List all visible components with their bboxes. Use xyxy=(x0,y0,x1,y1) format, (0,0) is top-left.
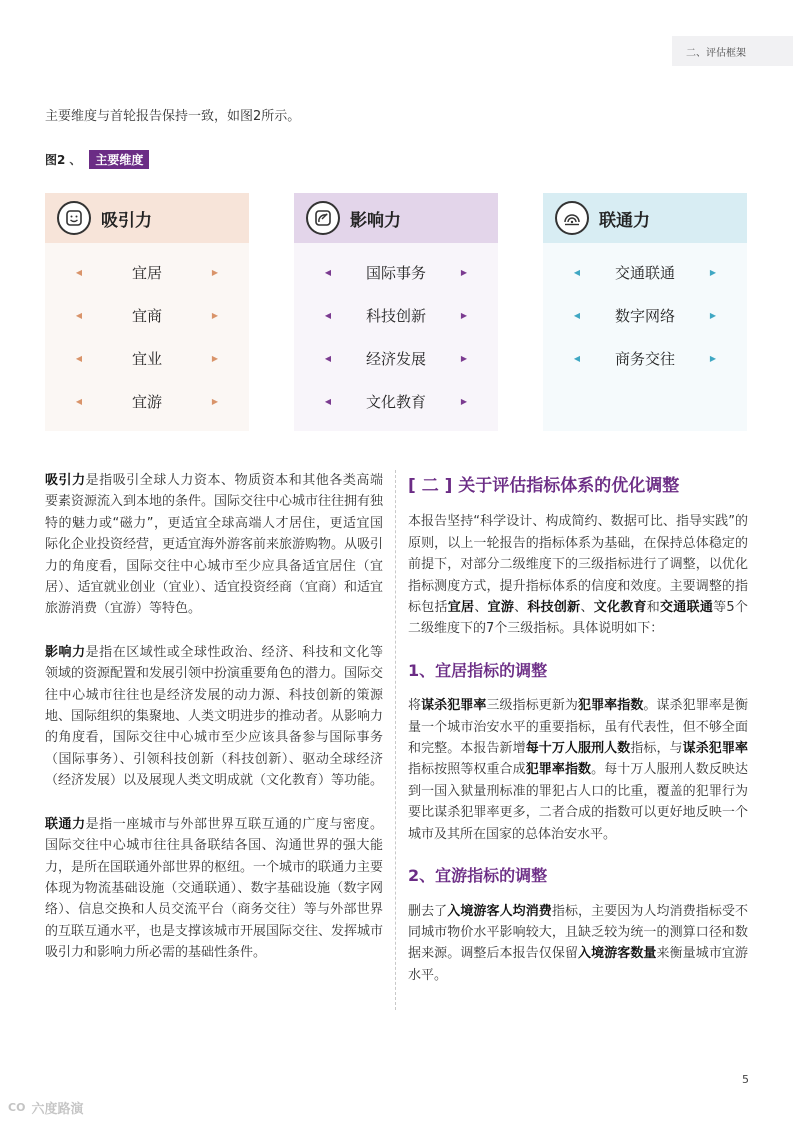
arrow-left-icon: ◀ xyxy=(75,354,83,363)
item-label: 经济发展 xyxy=(365,350,426,368)
figure-separator: 、 xyxy=(69,153,82,167)
paragraph-text: 等5个二级维度下的7个三级指标。具体说明如下： xyxy=(408,600,748,637)
card-body xyxy=(543,243,747,431)
item-label: 数字网络 xyxy=(614,307,675,325)
list-item xyxy=(543,294,747,337)
card-title: 联通力 xyxy=(599,210,650,231)
term-bold: 影响力 xyxy=(45,644,86,660)
list-item xyxy=(45,251,249,294)
card-header xyxy=(543,193,747,243)
card-title: 吸引力 xyxy=(101,210,152,231)
arrow-left-icon: ◀ xyxy=(75,311,83,320)
paragraph-text: 指标，主要因为人均消费指标受不同城市物价水平影响较大，且缺乏较为统一的测算口径和数据来源。调整后本报告仅保留 xyxy=(408,903,748,962)
card-title: 影响力 xyxy=(350,210,401,231)
paragraph-text: 、 xyxy=(580,600,594,616)
paragraph-text: 本报告坚持“科学设计、构成简约、数据可比、指导实践”的原则，以上一轮报告的指标体系为基础，在保持总体稳定的前提下，对部分二级维度下的三级指标进行了调整，以优化指标测度方式，提升指标体系的信度和效度。主要调整的指标包括 xyxy=(408,514,748,616)
arrow-left-icon: ◀ xyxy=(324,268,332,277)
paragraph-text: 三级指标更新为 xyxy=(486,698,579,714)
term-bold: 入境游客数量 xyxy=(578,946,657,962)
column-divider xyxy=(395,470,396,1010)
paragraph-text: 指标按照等权重合成 xyxy=(408,762,526,778)
paragraph-text: 和 xyxy=(646,600,661,616)
section-header-label: 二、评估框架 xyxy=(686,47,746,59)
arrow-left-icon: ◀ xyxy=(573,268,581,277)
item-label: 宜游 xyxy=(131,393,162,411)
item-label: 科技创新 xyxy=(365,307,426,325)
right-column xyxy=(408,476,748,986)
arrow-left-icon: ◀ xyxy=(75,268,83,277)
paragraph-text: 是指在区域性或全球性政治、经济、科技和文化等领域的资源配置和发展引领中扮演重要角色的潜力。国际交往中心城市往往也是经济发展的动力源、科技创新的策源地、国际组织的集聚地、人类文明进步的推动者。从影响力的角度看，国际交往中心城市至少应该具备参与国际事务（国际事务）、引领科技创新（科技创新）、驱动全球经济（经济发展）以及展现人类文明成就（文化教育）等功能。 xyxy=(45,644,384,789)
list-item xyxy=(294,294,498,337)
list-item xyxy=(45,380,249,423)
paragraph-text: 。谋杀犯罪率是衡量一个城市治安水平的重要指标，虽有代表性，但不够全面和完整。本报告新增 xyxy=(408,698,748,757)
card-body xyxy=(294,243,498,431)
arrow-left-icon: ◀ xyxy=(324,311,332,320)
term-bold: 联通力 xyxy=(45,816,86,832)
paragraph-text: 删去了 xyxy=(408,903,448,919)
arrow-right-icon: ▶ xyxy=(709,268,717,277)
list-item xyxy=(543,337,747,380)
term-bold: 犯罪率指数 xyxy=(525,762,592,778)
face-icon xyxy=(57,201,91,235)
subsection-title-livability: 1、宜居指标的调整 xyxy=(408,660,548,680)
arrow-right-icon: ▶ xyxy=(460,268,468,277)
figure-caption xyxy=(45,150,149,169)
signal-wave-icon xyxy=(555,201,589,235)
term-bold: 交通联通 xyxy=(660,600,714,616)
left-column xyxy=(45,470,383,964)
arrow-left-icon: ◀ xyxy=(573,311,581,320)
arrow-right-icon: ▶ xyxy=(211,268,219,277)
paragraph-text: 来衡量城市宜游水平。 xyxy=(408,946,748,983)
arrow-right-icon: ▶ xyxy=(460,397,468,406)
arrow-right-icon: ▶ xyxy=(460,311,468,320)
list-item xyxy=(45,294,249,337)
intro-text: 主要维度与首轮报告保持一致，如图2所示。 xyxy=(45,109,301,124)
term-bold: 宜游 xyxy=(487,600,515,616)
card-header xyxy=(45,193,249,243)
list-item xyxy=(294,337,498,380)
item-label: 商务交往 xyxy=(614,350,675,368)
arrow-right-icon: ▶ xyxy=(211,397,219,406)
watermark-logo: CO xyxy=(8,1101,26,1114)
paragraph-tourism xyxy=(408,901,748,987)
term-bold: 吸引力 xyxy=(45,473,86,488)
paragraph-text: 将 xyxy=(408,698,422,714)
paragraph-attraction xyxy=(45,470,383,620)
term-bold: 科技创新 xyxy=(527,600,581,616)
subsection-title-tourism: 2、宜游指标的调整 xyxy=(408,866,548,886)
watermark-text: 六度路演 xyxy=(31,1102,84,1117)
term-bold: 宜居 xyxy=(447,600,475,616)
arrow-right-icon: ▶ xyxy=(460,354,468,363)
paragraph-text: 是指吸引全球人力资本、物质资本和其他各类高端要素资源流入到本地的条件。国际交往中心城市往往拥有独特的魅力或“磁力”，更适宜全球高端人才居住，更适宜国际化企业投资经营，更适宜海外游客前来旅游购物。从吸引力的角度看，国际交往中心城市至少应具备适宜居住（宜居）、适宜就业创业（宜业）、适宜投资经商（宜商）和适宜旅游消费（宜游）等特色。 xyxy=(45,473,384,617)
card-header xyxy=(294,193,498,243)
paragraph-text: 指标，与 xyxy=(630,741,683,757)
list-item xyxy=(45,337,249,380)
arrow-left-icon: ◀ xyxy=(75,397,83,406)
arrow-right-icon: ▶ xyxy=(211,354,219,363)
term-bold: 犯罪率指数 xyxy=(578,698,644,714)
page-number: 5 xyxy=(742,1073,749,1086)
card-body xyxy=(45,243,249,431)
paragraph-text: 、 xyxy=(474,600,488,616)
item-label: 交通联通 xyxy=(614,264,675,282)
arrow-left-icon: ◀ xyxy=(324,397,332,406)
term-bold: 每十万人服刑人数 xyxy=(525,741,631,757)
dimension-card-attraction xyxy=(45,193,249,431)
paragraph-text: 、 xyxy=(514,600,528,616)
arrow-right-icon: ▶ xyxy=(709,354,717,363)
figure-number: 图2 xyxy=(45,153,66,167)
list-item xyxy=(543,251,747,294)
dimension-card-connectivity xyxy=(543,193,747,431)
dimension-card-influence xyxy=(294,193,498,431)
paragraph-optimization xyxy=(408,511,748,639)
list-item xyxy=(294,251,498,294)
watermark xyxy=(8,1098,83,1117)
paragraph-connectivity xyxy=(45,814,383,964)
section-title: [ 二 ] 关于评估指标体系的优化调整 xyxy=(408,476,680,496)
list-item xyxy=(294,380,498,423)
arrow-left-icon: ◀ xyxy=(573,354,581,363)
paragraph-text: 是指一座城市与外部世界互联互通的广度与密度。国际交往中心城市往往具备联结各国、沟通世界的强大能力，是所在国联通外部世界的枢纽。一个城市的联通力主要体现为物流基础设施（交通联通）、数字基础设施（数字网络）、信息交换和人员交流平台（商务交往）等与外部世界的互联互通水平，也是支撑该城市开展国际交往、发挥城市吸引力和影响力所必需的基础性条件。 xyxy=(45,816,384,961)
term-bold: 谋杀犯罪率 xyxy=(682,741,748,757)
term-bold: 文化教育 xyxy=(593,600,647,616)
paragraph-livability xyxy=(408,695,748,845)
paragraph-influence xyxy=(45,642,383,792)
item-label: 文化教育 xyxy=(365,393,426,411)
arrow-left-icon: ◀ xyxy=(324,354,332,363)
satellite-dish-icon xyxy=(306,201,340,235)
item-label: 宜商 xyxy=(131,307,162,325)
item-label: 宜居 xyxy=(131,264,162,282)
section-header-tag xyxy=(672,36,793,66)
term-bold: 谋杀犯罪率 xyxy=(421,698,487,714)
term-bold: 入境游客人均消费 xyxy=(447,903,552,919)
item-label: 国际事务 xyxy=(365,264,426,282)
paragraph-text: 。每十万人服刑人数反映达到一国入狱量刑标准的罪犯占人口的比重，覆盖的犯罪行为要比谋杀犯罪率更多，二者合成的指数可以更好地反映一个城市及其所在国家的总体治安水平。 xyxy=(408,762,748,842)
item-label: 宜业 xyxy=(131,350,162,368)
arrow-right-icon: ▶ xyxy=(211,311,219,320)
arrow-right-icon: ▶ xyxy=(709,311,717,320)
figure-title: 主要维度 xyxy=(89,150,149,169)
